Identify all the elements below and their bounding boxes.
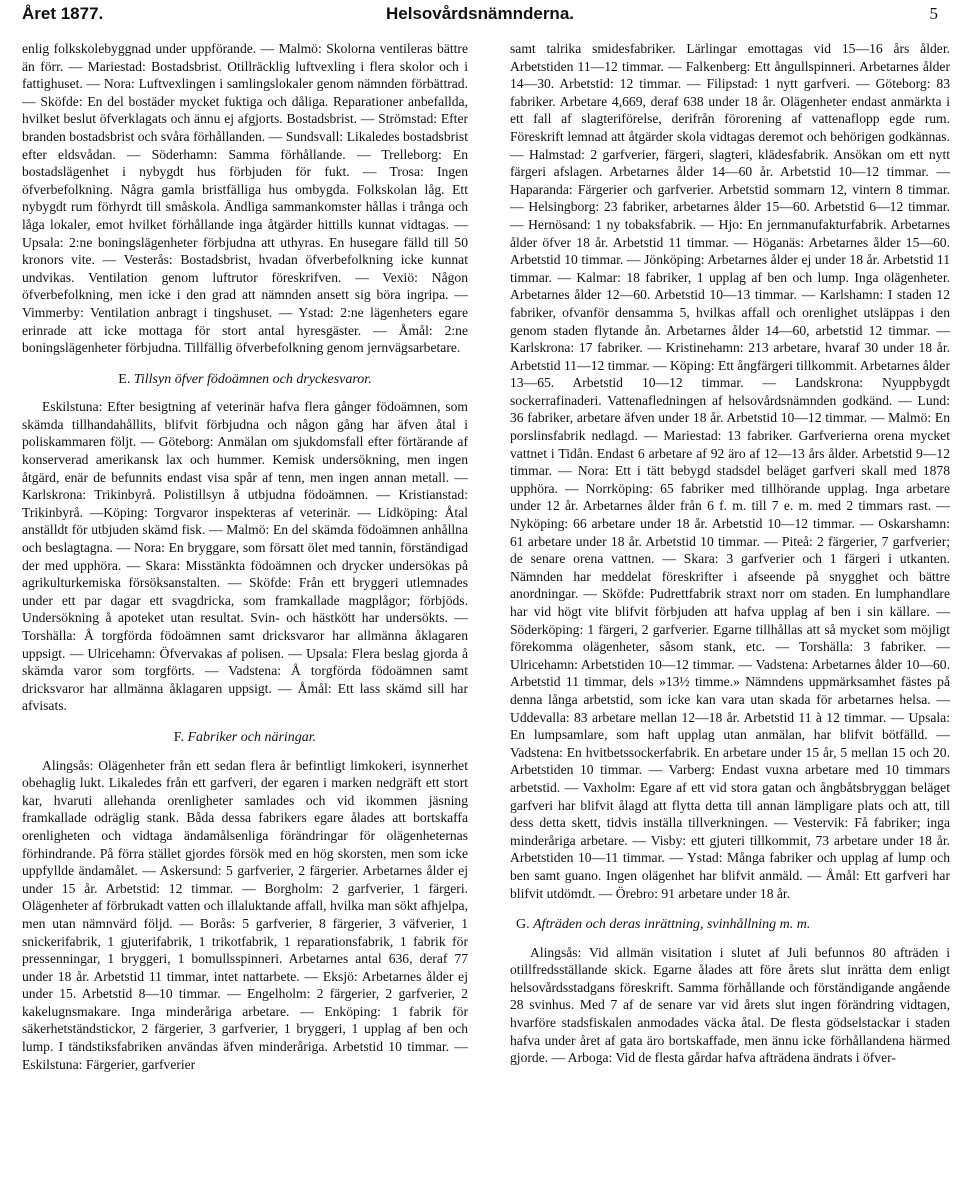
paragraph-housing: enlig folkskolebyggnad under uppförande. — Malmö: Skolorna ventileras bättre än förr. — Mariestad: Bostadsbrist. Otillräcklig luftvexling i flera skolor och i fattighuset. — Nora: Luftvexlingen i samlingslokaler genom nämnden förbättrad. — Sköfde: En del bostäder mycket fuktiga och dåliga. Reparationer anbefallda, hvilket beslut öfverklagats och ännu ej afgjorts. Bostadsbrist. — Strömstad: Efter branden bostadsbrist och svåra förhållanden. — Sundsvall: Likaledes bostadsbrist efter eldsvådan. — Söderhamn: Samma förhållande. — Trelleborg: En bostadslägenhet i nybygdt hus förbjuden för fukt. — Trosa: Ingen öfverbefolkning. Några gamla bristfälliga hus ombygda. Folkskolan låg. Ett nybygdt rum förhyrdt till småskola. Ändliga sammankomster hållas i trånga och låga lokaler, emot hvilket förhållande inga åtgärder hittills kunnat vidtagas. — Upsala: 2:ne boningslägenheter förbjudna att uthyras. En husegare fälld till 50 kronors vite. — Vesterås: Bostadsbrist, hvadan öfverbefolkning icke kunnat undvikas. Ventilation genom luftrutor föreskrifven. — Vexiö: Någon öfverbefolkning, men icke i den grad att nämnden ansett sig böra ingripa. — Vimmerby: Ventilation anbragt i tingshuset. — Ystad: 2:ne lägenheters egare erinrade att icke mottaga för stort antal hyresgäster. — Åmål: 2:ne boningslägenheter förbjudna. Tillfällig öfverbefolkning genom jernvägsarbetare.	[22, 41, 468, 356]
running-header	[22, 4, 938, 24]
paragraph-privies: Alingsås: Vid allmän visitation i slutet af Juli befunnos 80 afträden i otillfredsställande skick. Egarne ålades att före årets slut inrätta dem enligt helsovårdsstadgans föreskrift. Samma förhållande och förständigande angående 28 svinhus. Med 7 af de senare var vid årets slut ingen förändring vidtagen, hvarföre stadsfiskalen anmodades väcka åtal. De flesta gödselstackar i staden hafva under året af gata äro bortskaffade, men ännu icke förhållandena härmed gjorde. — Arboga: Vid de flesta gårdar hafva afträdena ändrats i öfver-	[510, 944, 950, 1066]
header-year: Året 1877.	[22, 4, 104, 23]
section-heading-e	[22, 371, 468, 389]
section-heading-g	[516, 916, 950, 934]
section-title-e: Tillsyn öfver födoämnen och dryckesvaror.	[133, 371, 372, 387]
right-column	[510, 40, 950, 1067]
section-letter-e: E.	[118, 371, 131, 387]
left-column	[22, 40, 468, 1073]
section-letter-f: F.	[173, 729, 184, 745]
paragraph-factories: Alingsås: Olägenheter från ett sedan flera år befintligt limkokeri, isynnerhet obehaglig lukt. Likaledes från ett garfveri, der egaren i marken nedgräft ett stort kar, hvaruti allehanda orenligheter samlades och vid ikommen jäsning framkallade odräglig stank. Båda dessa fabrikers egare ålades att bortskaffa orenligheten och vidtaga ändamålsenliga förändringar för olägenheternas förhindrande. På förra stället gjordes försök med en hög skorsten, men som icke uppfyllde ändamålet. — Askersund: 5 garfverier, 2 färgerier. Arbetarnes ålder ej under 15 år. Arbetstid: 12 timmar. — Borgholm: 2 garfverier, 1 färgeri. Olägenheter af förbrukadt vatten och illaluktande affall, hvilka man sökt afhjelpa, men utan nämnvärd följd. — Borås: 5 garfverier, 8 färgerier, 3 väfverier, 1 snickerifabrik, 1 gjuterifabrik, 1 trikotfabrik, 1 reparationsfabrik, 1 fabrik för pressenningar, 1 bryggeri, 1 bomullsspinneri. Arbetarnes antal 636, deraf 77 under 18 år. Arbetstid 11 timmar, intet nattarbete. — Eksjö: Arbetarnes ålder ej under 15. Arbetstid 8—10 timmar. — Engelholm: 2 färgerier, 2 garfverier, 2 kakelugnsmakare. Inga minderåriga arbetare. — Enköping: 1 fabrik för säkerhetständstickor, 2 färgerier, 3 garfverier, 1 bryggeri, 1 upplag af ben och lump. I tändstiksfabriken användas äfven minderåriga. Arbetstid 10 timmar. — Eskilstuna: Färgerier, garfverier	[22, 757, 468, 1072]
section-letter-g: G.	[516, 917, 530, 933]
header-title: Helsovårdsnämnderna.	[385, 4, 574, 23]
section-heading-f	[22, 729, 468, 747]
page-number: 5	[929, 4, 938, 23]
section-title-f: Fabriker och näringar.	[187, 729, 317, 745]
paragraph-factories-cont: samt talrika smidesfabriker. Lärlingar emottagas vid 15—16 års ålder. Arbetstiden 11—12 timmar. — Falkenberg: Ett ångullspinneri. Arbetarnes ålder 14—30. Arbetstid: 12 timmar. — Filipstad: 1 nytt garfveri. — Göteborg: 83 fabriker. Arbetare 4,669, deraf 638 under 18 år. Olägenheter endast anmärkta i ett fall af slagteriförelse, derifrån förorening af vattenaflopp egde rum. Föreskrift lemnad att åtgärder skola vidtagas deremot och behörigen godkännas. — Halmstad: 2 garfverier, färgeri, slagteri, klädesfabrik. Ansökan om ett nytt färgeri afslagen. Arbetarnes ålder 14—60 år. Arbetstid 10—12 timmar. — Haparanda: Färgerier och garfverier. Arbetstid sommarn 12, vintern 8 timmar. — Helsingborg: 23 fabriker, arbetarnes ålder 15—60. Arbetstid 6—12 timmar. — Hernösand: 1 ny tobaksfabrik. — Hjo: En jernmanufakturfabrik. Arbetarnes ålder öfver 18 år. Arbetstid 11 timmar. — Höganäs: Arbetarnes ålder 15—60. Arbetstid 10 timmar. — Jönköping: Arbetarnes ålder ej under 18 år. Arbetstid 11 timmar. — Kalmar: 18 fabriker, 1 upplag af ben och lump. Inga olägenheter. Arbetarnes ålder 12—60. Arbetstid 10—13 timmar. — Karlshamn: I staden 12 fabriker, ofvanför densamma 5, hvilkas affall och orenlighet utsläppas i den genom staden flytande ån. Arbetarnes ålder 14—60, arbetstid 12 timmar. — Karlskrona: 17 fabriker. — Kristinehamn: 213 arbetare, hvaraf 30 under 18 år. Arbetstid 11—12 timmar. — Köping: Ett ångfärgeri tillkommit. Arbetarnes ålder 13—65. Arbetstid 10—12 timmar. — Landskrona: Nyuppbygdt sockerrafinaderi. Vattenafledningen af helsovårdsnämnden godkänd. — Lund: 36 fabriker, arbetare äfven under 18 år. Arbetstid 10—12 timmar. — Malmö: En porslinsfabrik nedlagd. — Mariestad: 13 fabriker. Garfverierna orena mycket vattnet i Tidån. Endast 6 arbetare af 92 äro af 12—13 års ålder. Arbetstid 9—12 timmar. — Nora: Ett i tätt bebygd stadsdel beläget garfveri skall med 1878 upphöra. — Norrköping: 65 fabriker med tillhörande upplag. Inga arbetare under 12 år. Arbetarnes ålder från 6 f. m. till 7 e. m. med 2 timmars rast. — Nyköping: 66 arbetare under 18 år. Arbetstid 10—12 timmar. — Oskarshamn: 61 arbetare under 18 år. Arbetstid 10 timmar. — Piteå: 2 färgerier, 7 garfverier; de senare orena vattnen. — Skara: 3 garfverier och 1 färgeri i utkanten. Nämnden har meddelat föreskrifter i afseende på snygghet och bättre anordningar. — Sköfde: Pudrettfabrik straxt norr om staden. En lumphandlare har vid högt vite blifvit förbjuden att hafva upplag af ben i sin källare. — Söderköping: 1 färgeri, 2 garfverier. Egarne tillhållas att så mycket som möjligt förekomma olägenheter, såsom stank, etc. — Torshälla: 3 fabriker. — Ulricehamn: Arbetstiden 10—12 timmar. — Vadstena: Arbetarnes ålder 10—60. Arbetstid 11 timmar, dels »13½ timme.» Nämndens uppmärksamhet fästes på denna långa arbetstid, som icke kan vara utan skada för arbetarnes helsa. — Uddevalla: 83 arbetare mellan 12—18 år. Arbetstid 11 à 12 timmar. — Upsala: En lumpsamlare, som haft upplag utan anmälan, har blifvit bötfälld. — Vadstena: En hvitbetssockerfabrik. En arbetare under 15 år, 5 mellan 15 och 20. Arbetstiden 10 timmar. — Varberg: Endast vuxna arbetare med 10 timmars arbetstid. — Vaxholm: Egare af ett vid stora gatan och ångbåtsbryggan beläget garfveri har blifvit ålagd att flytta detta till annan lämpligare plats och att, till dess detta skett, tidvis inställa tillverkningen. — Vestervik: Få fabriker; inga minderåriga arbetare. — Visby: ett gjuteri tillkommit, 73 arbetare under 18 år. Arbetstiden 10—11 timmar. — Ystad: Många fabriker och upplag af lump och ben samt guano. Ingen olägenhet har blifvit anmäld. — Åmål: Ett garfveri har blifvit utdömdt. — Örebro: 91 arbetare under 18 år.	[510, 41, 950, 901]
paragraph-food: Eskilstuna: Efter besigtning af veterinär hafva flera gånger födoämnen, som skämda tillhandahållits, blifvit förbjudna och någon gång har äfven åtal i poliskammaren följt. — Göteborg: Anmälan om sjukdomsfall efter förtärande af konserverad amerikansk lax och hummer. Kemisk undersökning, men ingen åtgärd, enär de befunnits endast visa spår af tenn, men ingen annan metall. — Karlskrona: Trikinbyrå. Polistillsyn å utbjudna födoämnen. — Kristianstad: Trikinbyrå. —Köping: Torgvaror inspekteras af veterinär. — Lidköping: Åtal anställdt för utbjuden skämd fisk. — Malmö: En del skämda födoämnen anhållna och beslagtagna. — Nora: En bryggare, som försatt ölet med tannin, förständigad der med upphöra. — Skara: Misstänkta födoämnen och drycker undersökas på agrikulturkemiska försöksanstalten. — Sköfde: Från ett bryggeri utlemnades under ett par dagar ett svagdricka, som framkallade magplågor; förbjöds. Undersökning å apoteket utan resultat. Svin- och hästkött har undersökts. — Torshälla: Å torgförda födoämnen samt dricksvaror har allmänna åklagaren uppsigt. — Ulricehamn: Öfvervakas af polisen. — Upsala: Flera beslag gjorda å skämda varor som torgförts. — Vadstena: Å torgförda födoämnen samt dricksvaror har allmänna åklagaren uppsigt. — Åmål: Ett lass skämd sill har afvisats.	[22, 399, 468, 714]
section-title-g: Afträden och deras inrättning, svinhållning m. m.	[533, 917, 811, 933]
